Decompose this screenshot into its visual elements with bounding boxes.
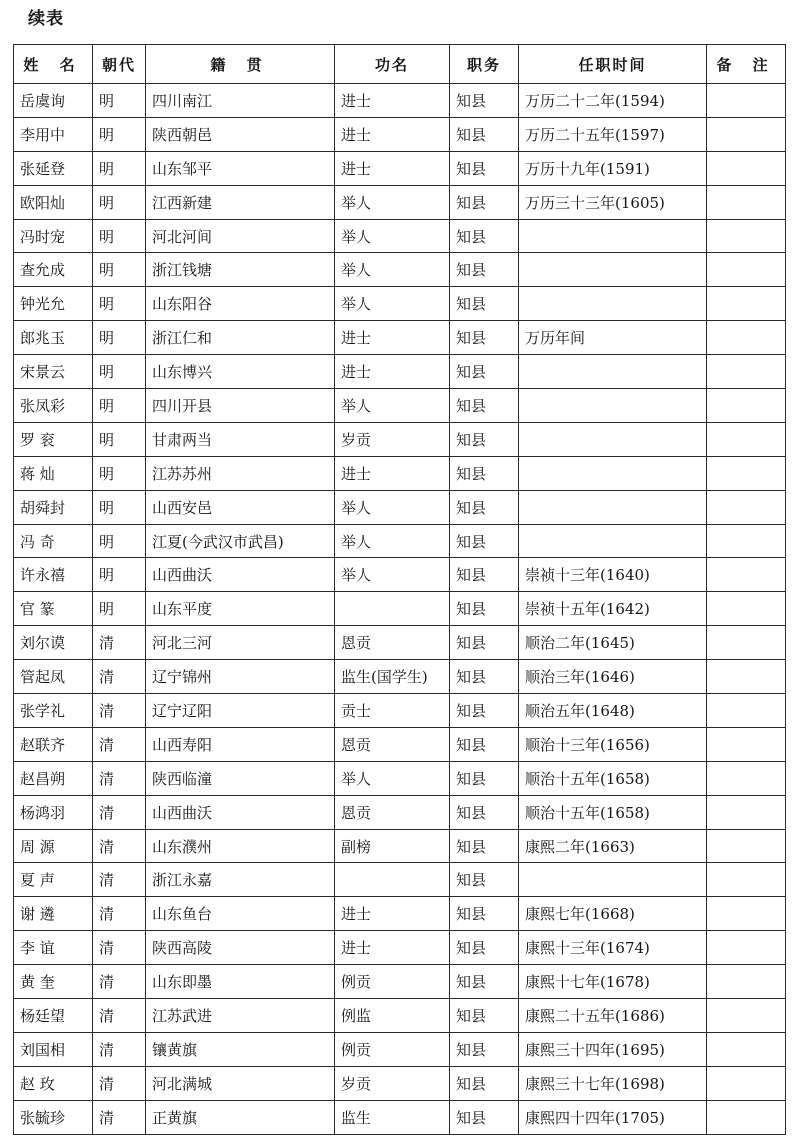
- cell-post: 知县: [450, 117, 519, 151]
- cell-origin: 山西寿阳: [146, 727, 335, 761]
- cell-origin: 河北三河: [146, 626, 335, 660]
- cell-remark: [707, 761, 786, 795]
- cell-origin: 河北满城: [146, 1066, 335, 1100]
- cell-remark: [707, 1100, 786, 1134]
- cell-post: 知县: [450, 795, 519, 829]
- table-row: [14, 524, 786, 558]
- table-row: [14, 931, 786, 965]
- cell-remark: [707, 185, 786, 219]
- cell-term: 康熙十三年(1674): [519, 931, 707, 965]
- cell-dynasty: 明: [93, 456, 146, 490]
- cell-rank: 例监: [335, 999, 450, 1033]
- cell-remark: [707, 999, 786, 1033]
- cell-post: 知县: [450, 185, 519, 219]
- cell-term: 万历二十二年(1594): [519, 84, 707, 118]
- cell-dynasty: 明: [93, 219, 146, 253]
- table-row: [14, 863, 786, 897]
- cell-remark: [707, 592, 786, 626]
- table-row: [14, 1100, 786, 1134]
- cell-remark: [707, 727, 786, 761]
- cell-post: 知县: [450, 694, 519, 728]
- cell-post: 知县: [450, 151, 519, 185]
- cell-post: 知县: [450, 287, 519, 321]
- cell-rank: 监生(国学生): [335, 660, 450, 694]
- cell-origin: 河北河间: [146, 219, 335, 253]
- cell-post: 知县: [450, 558, 519, 592]
- cell-name: 张延登: [14, 151, 93, 185]
- cell-post: 知县: [450, 321, 519, 355]
- cell-dynasty: 明: [93, 422, 146, 456]
- header-rank: 功名: [335, 45, 450, 84]
- header-term: 任职时间: [519, 45, 707, 84]
- header-origin: 籍 贯: [146, 45, 335, 84]
- cell-dynasty: 清: [93, 863, 146, 897]
- cell-term: 康熙三十七年(1698): [519, 1066, 707, 1100]
- cell-origin: 辽宁锦州: [146, 660, 335, 694]
- cell-name: 杨鸿羽: [14, 795, 93, 829]
- table-row: [14, 829, 786, 863]
- cell-rank: 进士: [335, 897, 450, 931]
- cell-dynasty: 清: [93, 897, 146, 931]
- cell-name: 刘国相: [14, 1032, 93, 1066]
- header-row: [14, 45, 786, 84]
- cell-origin: 山东鱼台: [146, 897, 335, 931]
- cell-remark: [707, 660, 786, 694]
- cell-origin: 山西曲沃: [146, 795, 335, 829]
- cell-term: 万历十九年(1591): [519, 151, 707, 185]
- cell-post: 知县: [450, 422, 519, 456]
- cell-name: 谢 遴: [14, 897, 93, 931]
- cell-origin: 山东平度: [146, 592, 335, 626]
- cell-name: 欧阳灿: [14, 185, 93, 219]
- header-name: 姓 名: [14, 45, 93, 84]
- cell-term: 万历三十三年(1605): [519, 185, 707, 219]
- cell-term: 崇祯十五年(1642): [519, 592, 707, 626]
- cell-remark: [707, 694, 786, 728]
- cell-origin: 陕西临潼: [146, 761, 335, 795]
- cell-term: [519, 219, 707, 253]
- cell-rank: 进士: [335, 151, 450, 185]
- cell-rank: 进士: [335, 84, 450, 118]
- cell-dynasty: 明: [93, 490, 146, 524]
- cell-post: 知县: [450, 456, 519, 490]
- cell-origin: 山东即墨: [146, 965, 335, 999]
- table-row: [14, 389, 786, 423]
- table-row: [14, 965, 786, 999]
- cell-post: 知县: [450, 219, 519, 253]
- cell-remark: [707, 456, 786, 490]
- table-row: [14, 219, 786, 253]
- table-row: [14, 151, 786, 185]
- table-row: [14, 694, 786, 728]
- header-post: 职务: [450, 45, 519, 84]
- header-dynasty: 朝代: [93, 45, 146, 84]
- cell-origin: 江西新建: [146, 185, 335, 219]
- cell-term: 康熙三十四年(1695): [519, 1032, 707, 1066]
- table-caption: 续表: [28, 9, 64, 29]
- cell-rank: 进士: [335, 321, 450, 355]
- cell-rank: 贡士: [335, 694, 450, 728]
- cell-dynasty: 明: [93, 558, 146, 592]
- cell-rank: 进士: [335, 355, 450, 389]
- table-header: [14, 45, 786, 84]
- table-row: [14, 660, 786, 694]
- cell-remark: [707, 117, 786, 151]
- header-remark: 备 注: [707, 45, 786, 84]
- cell-rank: 举人: [335, 287, 450, 321]
- cell-post: 知县: [450, 355, 519, 389]
- cell-remark: [707, 829, 786, 863]
- cell-dynasty: 清: [93, 1066, 146, 1100]
- table-row: [14, 1066, 786, 1100]
- cell-name: 管起凤: [14, 660, 93, 694]
- table-row: [14, 795, 786, 829]
- cell-post: 知县: [450, 84, 519, 118]
- cell-term: 万历年间: [519, 321, 707, 355]
- cell-remark: [707, 422, 786, 456]
- cell-rank: 举人: [335, 490, 450, 524]
- cell-term: 顺治二年(1645): [519, 626, 707, 660]
- cell-rank: 举人: [335, 389, 450, 423]
- cell-remark: [707, 219, 786, 253]
- cell-remark: [707, 287, 786, 321]
- cell-name: 冯 奇: [14, 524, 93, 558]
- cell-dynasty: 清: [93, 626, 146, 660]
- cell-rank: 进士: [335, 456, 450, 490]
- cell-name: 宋景云: [14, 355, 93, 389]
- table-row: [14, 117, 786, 151]
- cell-remark: [707, 626, 786, 660]
- cell-term: 顺治三年(1646): [519, 660, 707, 694]
- cell-remark: [707, 253, 786, 287]
- cell-post: 知县: [450, 389, 519, 423]
- cell-remark: [707, 897, 786, 931]
- cell-post: 知县: [450, 1066, 519, 1100]
- cell-term: [519, 355, 707, 389]
- cell-dynasty: 清: [93, 999, 146, 1033]
- cell-dynasty: 清: [93, 660, 146, 694]
- cell-name: 刘尔谟: [14, 626, 93, 660]
- cell-rank: 举人: [335, 219, 450, 253]
- cell-post: 知县: [450, 660, 519, 694]
- cell-dynasty: 清: [93, 931, 146, 965]
- cell-dynasty: 明: [93, 253, 146, 287]
- table-row: [14, 355, 786, 389]
- cell-term: [519, 456, 707, 490]
- cell-remark: [707, 795, 786, 829]
- cell-rank: 举人: [335, 524, 450, 558]
- cell-name: 查允成: [14, 253, 93, 287]
- cell-name: 钟光允: [14, 287, 93, 321]
- cell-post: 知县: [450, 761, 519, 795]
- cell-dynasty: 明: [93, 524, 146, 558]
- cell-term: 顺治十五年(1658): [519, 795, 707, 829]
- cell-origin: 陕西高陵: [146, 931, 335, 965]
- cell-name: 郎兆玉: [14, 321, 93, 355]
- cell-rank: [335, 863, 450, 897]
- cell-remark: [707, 1066, 786, 1100]
- cell-term: 万历二十五年(1597): [519, 117, 707, 151]
- cell-name: 赵昌朔: [14, 761, 93, 795]
- cell-remark: [707, 389, 786, 423]
- cell-dynasty: 明: [93, 287, 146, 321]
- cell-origin: 四川南江: [146, 84, 335, 118]
- cell-name: 黄 奎: [14, 965, 93, 999]
- cell-term: [519, 389, 707, 423]
- cell-term: [519, 524, 707, 558]
- cell-rank: 岁贡: [335, 1066, 450, 1100]
- cell-post: 知县: [450, 524, 519, 558]
- cell-post: 知县: [450, 253, 519, 287]
- cell-name: 李 谊: [14, 931, 93, 965]
- cell-term: [519, 253, 707, 287]
- cell-post: 知县: [450, 897, 519, 931]
- cell-dynasty: 明: [93, 592, 146, 626]
- cell-dynasty: 明: [93, 117, 146, 151]
- cell-term: 康熙七年(1668): [519, 897, 707, 931]
- cell-remark: [707, 1032, 786, 1066]
- cell-rank: 举人: [335, 558, 450, 592]
- cell-rank: 举人: [335, 761, 450, 795]
- cell-post: 知县: [450, 626, 519, 660]
- cell-remark: [707, 321, 786, 355]
- cell-rank: 岁贡: [335, 422, 450, 456]
- cell-rank: 副榜: [335, 829, 450, 863]
- cell-origin: 陕西朝邑: [146, 117, 335, 151]
- cell-name: 蒋 灿: [14, 456, 93, 490]
- cell-dynasty: 清: [93, 1032, 146, 1066]
- cell-origin: 浙江钱塘: [146, 253, 335, 287]
- cell-name: 张凤彩: [14, 389, 93, 423]
- cell-origin: 江苏苏州: [146, 456, 335, 490]
- cell-rank: 例贡: [335, 1032, 450, 1066]
- cell-term: [519, 490, 707, 524]
- cell-origin: 山东阳谷: [146, 287, 335, 321]
- cell-name: 张毓珍: [14, 1100, 93, 1134]
- cell-origin: 四川开县: [146, 389, 335, 423]
- cell-rank: 恩贡: [335, 727, 450, 761]
- cell-rank: 恩贡: [335, 795, 450, 829]
- table-row: [14, 456, 786, 490]
- cell-remark: [707, 558, 786, 592]
- cell-origin: 镶黄旗: [146, 1032, 335, 1066]
- cell-term: 顺治十五年(1658): [519, 761, 707, 795]
- cell-remark: [707, 355, 786, 389]
- cell-origin: 山东邹平: [146, 151, 335, 185]
- cell-name: 赵联齐: [14, 727, 93, 761]
- table-row: [14, 490, 786, 524]
- cell-remark: [707, 524, 786, 558]
- magistrate-table: [13, 44, 786, 1135]
- cell-rank: 例贡: [335, 965, 450, 999]
- cell-post: 知县: [450, 863, 519, 897]
- table-row: [14, 84, 786, 118]
- cell-post: 知县: [450, 490, 519, 524]
- cell-rank: 进士: [335, 931, 450, 965]
- cell-term: 康熙十七年(1678): [519, 965, 707, 999]
- cell-name: 夏 声: [14, 863, 93, 897]
- table-row: [14, 1032, 786, 1066]
- cell-name: 官 篆: [14, 592, 93, 626]
- cell-dynasty: 清: [93, 829, 146, 863]
- cell-post: 知县: [450, 1100, 519, 1134]
- cell-dynasty: 清: [93, 1100, 146, 1134]
- table-row: [14, 761, 786, 795]
- cell-post: 知县: [450, 965, 519, 999]
- cell-origin: 江苏武进: [146, 999, 335, 1033]
- cell-origin: 江夏(今武汉市武昌): [146, 524, 335, 558]
- cell-name: 张学礼: [14, 694, 93, 728]
- cell-name: 许永禧: [14, 558, 93, 592]
- cell-remark: [707, 151, 786, 185]
- cell-post: 知县: [450, 999, 519, 1033]
- cell-dynasty: 明: [93, 185, 146, 219]
- cell-dynasty: 清: [93, 761, 146, 795]
- table-row: [14, 626, 786, 660]
- cell-post: 知县: [450, 1032, 519, 1066]
- cell-dynasty: 明: [93, 151, 146, 185]
- cell-origin: 浙江永嘉: [146, 863, 335, 897]
- cell-dynasty: 清: [93, 795, 146, 829]
- cell-name: 岳虞询: [14, 84, 93, 118]
- cell-remark: [707, 84, 786, 118]
- cell-origin: 浙江仁和: [146, 321, 335, 355]
- cell-name: 罗 衮: [14, 422, 93, 456]
- cell-remark: [707, 965, 786, 999]
- cell-name: 周 源: [14, 829, 93, 863]
- cell-origin: 正黄旗: [146, 1100, 335, 1134]
- cell-remark: [707, 931, 786, 965]
- cell-post: 知县: [450, 592, 519, 626]
- cell-rank: 恩贡: [335, 626, 450, 660]
- cell-name: 胡舜封: [14, 490, 93, 524]
- cell-origin: 山西曲沃: [146, 558, 335, 592]
- cell-term: [519, 863, 707, 897]
- cell-remark: [707, 863, 786, 897]
- cell-term: [519, 287, 707, 321]
- cell-rank: 举人: [335, 185, 450, 219]
- cell-origin: 山西安邑: [146, 490, 335, 524]
- table-row: [14, 185, 786, 219]
- cell-name: 杨廷望: [14, 999, 93, 1033]
- table-row: [14, 999, 786, 1033]
- cell-dynasty: 清: [93, 694, 146, 728]
- cell-post: 知县: [450, 829, 519, 863]
- cell-name: 冯时宠: [14, 219, 93, 253]
- cell-dynasty: 明: [93, 389, 146, 423]
- cell-dynasty: 清: [93, 727, 146, 761]
- cell-dynasty: 明: [93, 355, 146, 389]
- table-row: [14, 253, 786, 287]
- table-row: [14, 287, 786, 321]
- cell-origin: 甘肃两当: [146, 422, 335, 456]
- table-row: [14, 727, 786, 761]
- table-row: [14, 897, 786, 931]
- table-row: [14, 592, 786, 626]
- cell-term: 顺治十三年(1656): [519, 727, 707, 761]
- cell-remark: [707, 490, 786, 524]
- cell-name: 赵 玫: [14, 1066, 93, 1100]
- cell-term: [519, 422, 707, 456]
- cell-origin: 山东濮州: [146, 829, 335, 863]
- table-row: [14, 422, 786, 456]
- cell-dynasty: 明: [93, 84, 146, 118]
- cell-post: 知县: [450, 931, 519, 965]
- cell-term: 崇祯十三年(1640): [519, 558, 707, 592]
- cell-origin: 山东博兴: [146, 355, 335, 389]
- cell-rank: 进士: [335, 117, 450, 151]
- cell-origin: 辽宁辽阳: [146, 694, 335, 728]
- cell-name: 李用中: [14, 117, 93, 151]
- table-row: [14, 321, 786, 355]
- cell-rank: 举人: [335, 253, 450, 287]
- cell-rank: [335, 592, 450, 626]
- table-body: [14, 84, 786, 1135]
- cell-dynasty: 明: [93, 321, 146, 355]
- cell-term: 康熙二年(1663): [519, 829, 707, 863]
- table-row: [14, 558, 786, 592]
- cell-term: 康熙二十五年(1686): [519, 999, 707, 1033]
- cell-term: 顺治五年(1648): [519, 694, 707, 728]
- cell-rank: 监生: [335, 1100, 450, 1134]
- cell-dynasty: 清: [93, 965, 146, 999]
- cell-term: 康熙四十四年(1705): [519, 1100, 707, 1134]
- cell-post: 知县: [450, 727, 519, 761]
